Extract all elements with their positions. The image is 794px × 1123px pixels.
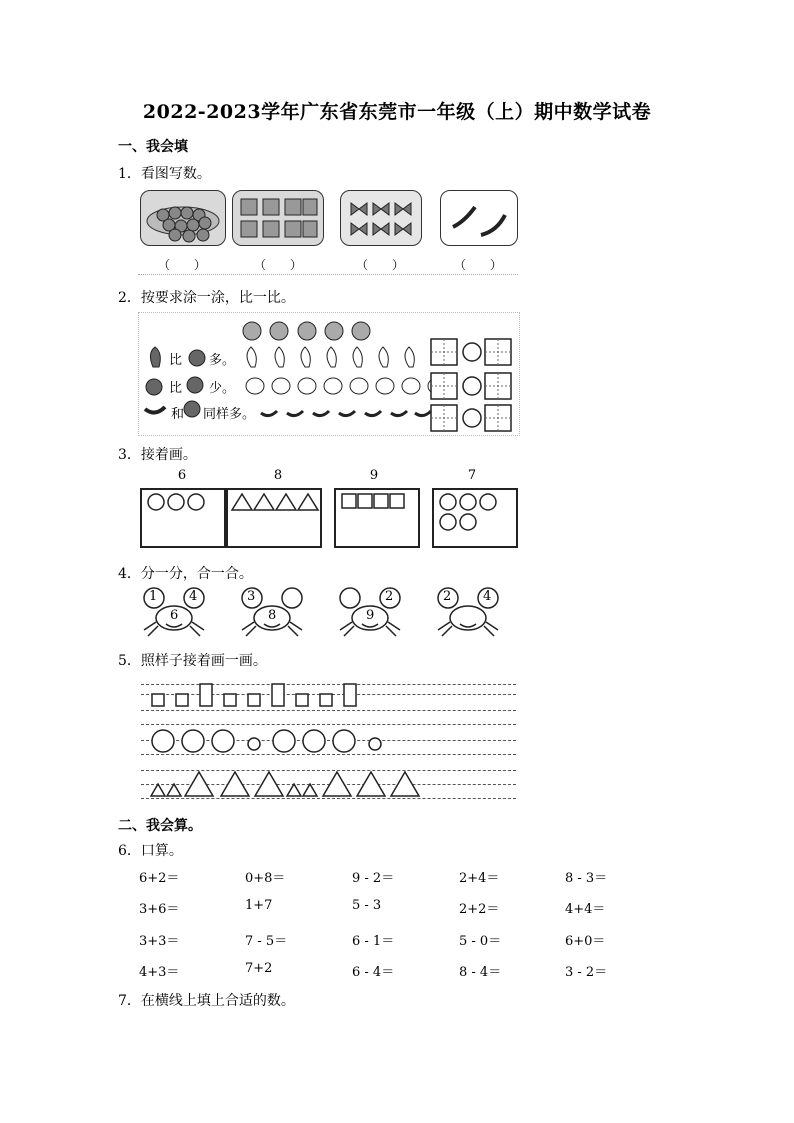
jar-icon [233, 191, 323, 245]
butterfly-icon [341, 191, 421, 245]
question-2-text: 2．按要求涂一涂，比一比。 [118, 290, 295, 306]
calc-item[interactable]: 1+7 [245, 898, 273, 913]
peppers-picture [440, 190, 518, 246]
drawing-box[interactable] [334, 488, 420, 548]
calc-item[interactable]: 4+3＝ [139, 965, 180, 980]
calc-item[interactable]: 7+2 [245, 961, 273, 976]
target-number: 8 [273, 468, 283, 483]
calc-item[interactable]: 9 - 2＝ [352, 871, 395, 886]
q1-answer-blank[interactable]: （ ） [253, 258, 302, 272]
drawing-box[interactable] [226, 488, 322, 548]
calc-item[interactable]: 8 - 3＝ [565, 871, 608, 886]
question-5-text: 5．照样子接着画一画。 [118, 653, 267, 669]
q1-figure [138, 188, 518, 275]
circle-shapes [142, 490, 224, 546]
drawing-box[interactable] [432, 488, 518, 548]
calc-item[interactable]: 0+8＝ [245, 871, 286, 886]
section-heading-fill: 一、我会填 [118, 139, 188, 155]
question-3-text: 3．接着画。 [118, 447, 197, 463]
calc-item[interactable]: 2+2＝ [459, 902, 500, 917]
calc-item[interactable]: 5 - 3 [352, 898, 382, 913]
page-title: 2022-2023学年广东省东莞市一年级（上）期中数学试卷 [142, 101, 652, 123]
q4-figure [138, 586, 518, 640]
question-6-text: 6．口算。 [118, 843, 183, 859]
calc-item[interactable]: 6+0＝ [565, 934, 606, 949]
circle-shapes [434, 490, 516, 546]
calc-item[interactable]: 6 - 4＝ [352, 965, 395, 980]
target-number: 9 [369, 468, 379, 483]
calc-item[interactable]: 6 - 1＝ [352, 934, 395, 949]
compare-word: 多。 [209, 353, 236, 368]
crab: 1 6 4 [142, 586, 206, 642]
compare-word: 同样多。 [203, 407, 256, 422]
crab: 3 8 [240, 586, 304, 642]
calc-item[interactable]: 4+4＝ [565, 902, 606, 917]
crab: 2 4 [436, 586, 500, 642]
compare-word: 比 [169, 353, 183, 368]
calc-item[interactable]: 6+2＝ [139, 871, 180, 886]
pattern-shapes [141, 680, 516, 800]
calc-item[interactable]: 8 - 4＝ [459, 965, 502, 980]
q1-answer-blank[interactable]: （ ） [355, 258, 404, 272]
q1-answer-blank[interactable]: （ ） [157, 258, 206, 272]
calc-item[interactable]: 3 - 2＝ [565, 965, 608, 980]
square-shapes [336, 490, 418, 546]
butterflies-picture [340, 190, 422, 246]
compare-word: 和 [171, 407, 185, 422]
q1-answer-blank[interactable]: （ ） [453, 258, 502, 272]
target-number: 6 [177, 468, 187, 483]
target-number: 7 [467, 468, 477, 483]
q3-figure [138, 468, 518, 550]
q2-figure [138, 312, 520, 436]
fruit-basket-picture [140, 190, 226, 246]
section-heading-calc: 二、我会算。 [118, 818, 202, 834]
fruit-compare-icons [139, 313, 519, 435]
question-1-text: 1．看图写数。 [118, 166, 211, 182]
calc-item[interactable]: 5 - 0＝ [459, 934, 502, 949]
triangle-shapes [228, 490, 320, 546]
question-4-text: 4．分一分，合一合。 [118, 566, 253, 582]
calc-item[interactable]: 3+6＝ [139, 902, 180, 917]
fruit-icon [141, 191, 225, 245]
pepper-icon [441, 191, 517, 245]
calc-item[interactable]: 7 - 5＝ [245, 934, 288, 949]
calc-item[interactable]: 2+4＝ [459, 871, 500, 886]
calc-item[interactable]: 3+3＝ [139, 934, 180, 949]
compare-word: 少。 [209, 381, 236, 396]
crab: 9 2 [338, 586, 402, 642]
question-7-text: 7．在横线上填上合适的数。 [118, 993, 295, 1009]
jars-picture [232, 190, 324, 246]
compare-word: 比 [169, 381, 183, 396]
drawing-box[interactable] [140, 488, 226, 548]
